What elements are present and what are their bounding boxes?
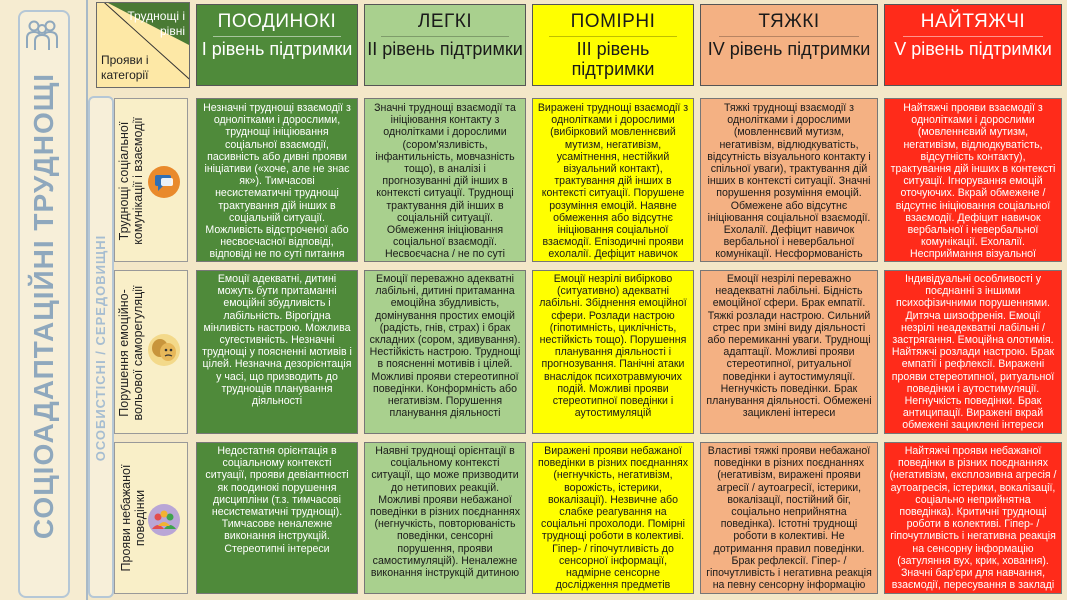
row-label-behaviour xyxy=(114,442,188,594)
column-level: IV рівень підтримки xyxy=(707,39,871,59)
table-cell: Незначні труднощі взаємодії з однолітками і дорослими, труднощі ініціювання соціальної взаємодії, пасивність або дивні прояви ініціативи («хоче, але не знає як»). Тимчасові несистематичні труднощі трактування дій інших в соціальній ситуації. Можливість відстроченої або несвоєчасної відповіді, відповіді не по суті питання xyxy=(196,98,358,262)
column-name: НАЙТЯЖЧІ xyxy=(920,11,1026,32)
chat-bubble-icon xyxy=(147,165,181,199)
side-strip xyxy=(88,96,114,598)
column-level: I рівень підтримки xyxy=(201,39,353,59)
table-cell: Значні труднощі взаємодії та ініціювання контакту з однолітками і дорослими (сором'язливість, інфантильність, мовчазність тощо), в аналізі і прогнозуванні дій інших в контексті ситуації. Труднощі трактування дій інших в соціальній ситуації. Обмеження ініціювання соціальної взаємодії. Несвоєчасна / не по суті xyxy=(364,98,526,262)
row-label-text: Труднощі соціальної комунікації і взаємодії xyxy=(117,117,145,245)
corner-header xyxy=(96,2,190,88)
header-divider xyxy=(719,36,860,37)
row-label-text: Порушення емоційно-вольової саморегуляції xyxy=(117,285,145,421)
table-cell: Найтяжчі прояви небажаної поведінки в різних поєднаннях (негативізм, експлозивна агресія / аутоагресія, істерики, вокалізації, соціально неприйнятна поведінка). Критичні труднощі роботи в колективі. Гіпер- / гіпочутливість і негативна реакція на сенсорну інформацію (затуляння вух, крик, ховання). Значні бар'єри для навчання, взаємодії, пересування в закладі xyxy=(884,442,1062,594)
row-label-text: Прояви небажаної поведінки xyxy=(119,464,147,572)
header-divider xyxy=(549,36,677,37)
table-cell: Емоції адекватні, дитині можуть бути притаманні емоційні збудливість і лабільність. Вірогідна мінливість настрою. Можлива сугестивність. Незначні труднощі у поясненні мотивів і цілей. Незначна дезорієнтація у часі, що призводить до труднощів планування діяльності xyxy=(196,270,358,434)
table-cell: Емоції незрілі переважно неадекватні лабільні. Бідність емоційної сфери. Брак емпатії. Тяжкі розлади настрою. Сильний стрес при зміні виду діяльності або перемиканні уваги. Труднощі адаптації. Можливі прояви стереотипної, ритуальної поведінки і аутостимуляції. Негнучкість поведінки. Брак планування діяльності. Обмежені зациклені інтереси xyxy=(700,270,878,434)
column-header-2 xyxy=(364,4,526,86)
table-cell: Виражені прояви небажаної поведінки в різних поєднаннях (негнучкість, негативізм, ворожість, істерики, вокалізації). Незвичне або слабке реагування на соціальні прохолоди. Помірні труднощі роботи в колективі. Гіпер- / гіпочутливість до сенсорної інформації, надмірне сенсорне дослідження предметів xyxy=(532,442,694,594)
table-cell: Тяжкі труднощі взаємодії з однолітками і дорослими (мовленнєвий мутизм, негативізм, відлюдкуватість, відсутність візуального контакту і спільної уваги), трактування дій інших в контексті ситуації. Значні порушення розуміння емоцій. Обмежене або відсутнє ініціювання соціальної взаємодії. Ехолалії. Дефіцит навичок вербальної і невербальної комунікації. Несформованість xyxy=(700,98,878,262)
group-people-icon xyxy=(147,503,181,537)
side-label: ОСОБИСТІСНІ / СЕРЕДОВИЩНІ xyxy=(93,234,108,462)
header-divider xyxy=(903,36,1044,37)
column-header-1 xyxy=(196,4,358,86)
column-name: ПОМІРНІ xyxy=(570,11,656,32)
table-cell: Недостатня орієнтація в соціальному контексті ситуації, прояви девіантності як поодинокі порушення дисципліни (т.з. тимчасові несистематичні труднощі). Тимчасове неналежне виконання інструкцій. Стереотипні інтереси xyxy=(196,442,358,594)
column-level: II рівень підтримки xyxy=(367,39,523,59)
column-header-4 xyxy=(700,4,878,86)
corner-top-label: Труднощі і рівні xyxy=(127,9,185,38)
row-label-emotional xyxy=(114,270,188,434)
title-strip xyxy=(18,10,70,598)
page-title: СОЦІОАДАПТАЦІЙНІ ТРУДНОЩІ xyxy=(28,72,59,540)
column-header-3 xyxy=(532,4,694,86)
table-cell: Наявні труднощі орієнтації в соціальному контексті ситуації, що може призводити до нетипових реакцій. Можливі прояви небажаної поведінки в різних поєднаннях (негнучкість, повторюваність поведінки, сенсорні порушення, прояви самостимуляцій). Неналежне виконання інструкцій дитиною xyxy=(364,442,526,594)
header-divider xyxy=(213,36,341,37)
column-header-5 xyxy=(884,4,1062,86)
table-cell: Виражені труднощі взаємодії з однолітками і дорослими (вибірковий мовленнєвий мутизм, негативізм, усамітнення, нестійкий візуальний контакт), трактування дій інших в контексті ситуації. Порушене розуміння емоцій. Наявне обмеження або відсутнє ініціювання соціальної взаємодії. Епізодичні прояви ехолалії. Дефіцит навичок xyxy=(532,98,694,262)
table-cell: Емоції незрілі вибірково (ситуативно) адекватні лабільні. Збіднення емоційної сфери. Розлади настрою (гіпотимність, циклічність, нестійкість тощо). Порушення планування діяльності і прогнозування. Панічні атаки внаслідок психотравмуючих подій. Можливі прояви стереотипної поведінки і аутостимуляцій xyxy=(532,270,694,434)
corner-bottom-label: Прояви і категорії xyxy=(101,53,149,82)
table-cell: Найтяжчі прояви взаємодії з однолітками і дорослими (мовленнєвий мутизм, негативізм, відлюдкуватість, відсутність контакту), трактування дій інших в контексті ситуації. Ігнорування емоцій оточуючих. Вкрай обмежене / відсутнє ініціювання соціальної взаємодії. Дефіцит навичок вербальної і невербальної комунікації. Ехолалії. Несприймання візуальної xyxy=(884,98,1062,262)
table-cell: Властиві тяжкі прояви небажаної поведінки в різних поєднаннях (негативізм, виражені прояви агресії / аутоагресії, істерики, вокалізації, постійний біг, соціально неприйнятна поведінка). Істотні труднощі роботи в колективі. Не дотримання правил поведінки. Брак рефлексії. Гіпер- / гіпочутливість і негативна реакція на певну сенсорну інформацію xyxy=(700,442,878,594)
table-cell: Емоції переважно адекватні лабільні, дитині притаманна емоційна збудливість, домінування простих емоцій (радість, гнів, страх) і брак складних (сором, здивування). Нестійкість настрою. Труднощі в поясненні мотивів і цілей. Можливі прояви стереотипної поведінки. Конформність або негативізм. Порушення планування діяльності xyxy=(364,270,526,434)
column-level: III рівень підтримки xyxy=(571,39,655,79)
column-level: V рівень підтримки xyxy=(894,39,1052,59)
header-divider xyxy=(381,36,509,37)
table-cell: Індивідуальні особливості у поєднанні з іншими психофізичними порушеннями. Дитяча шизофренія. Емоції незрілі неадекватні лабільні / застрягання. Емоційна олотимія. Найтяжчі розлади настрою. Брак емпатії і рефлексії. Виражені прояви стереотипної, ритуальної поведінки і аутостимуляції. Негнучкість поведінки. Брак антиципації. Виражені вкрай обмежені зациклені інтереси xyxy=(884,270,1062,434)
column-name: ЛЕГКІ xyxy=(417,11,473,32)
theater-masks-icon xyxy=(147,333,181,367)
row-label-communication xyxy=(114,98,188,262)
column-name: ПООДИНОКІ xyxy=(217,11,337,32)
column-name: ТЯЖКІ xyxy=(758,11,820,32)
